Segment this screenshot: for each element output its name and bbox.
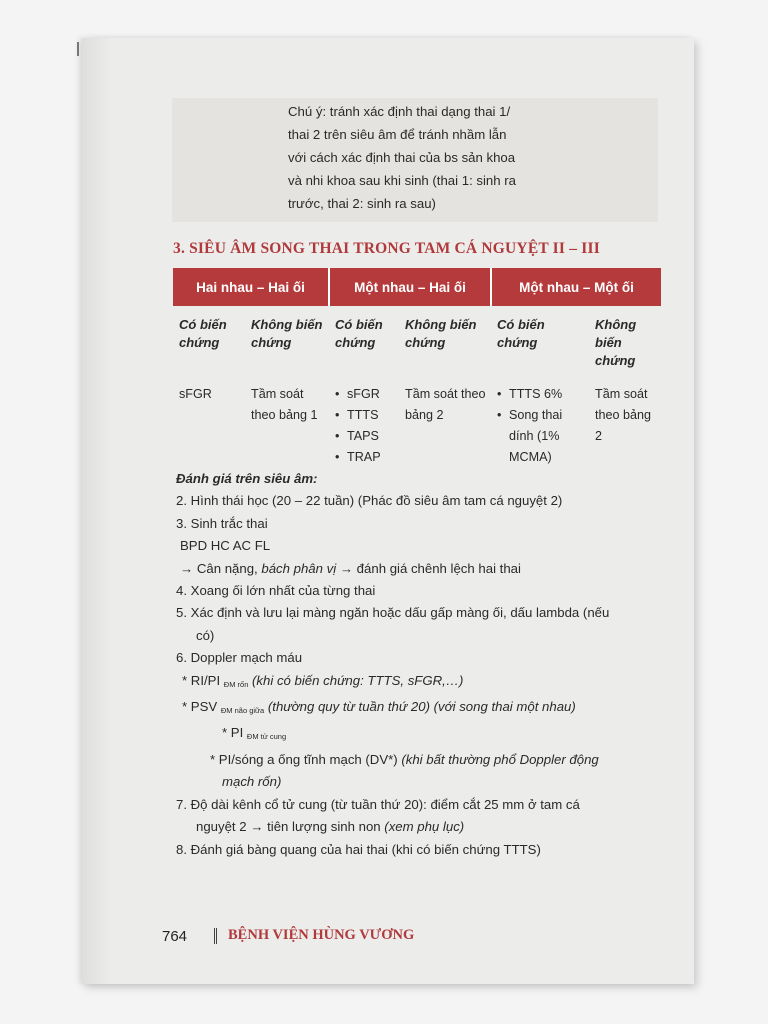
list-item: • sFGR [335,384,395,405]
biometry-line: BPD HC AC FL [180,538,271,554]
doppler-line [176,670,666,696]
text-span: * RI/PI [182,672,224,688]
subheader-cell: Có biến chứng [497,317,545,350]
page-number: 764 [162,928,188,945]
text-span: nguyệt 2 → tiên lượng sinh non [196,819,385,835]
list-item: • TTTS [335,405,395,426]
text-span: (khi bất thường phổ Doppler động [401,751,599,767]
list-item: • TRAP [335,447,395,468]
doppler-line [176,722,666,748]
subheader-cell: Có biến chứng [335,317,383,350]
text-span: * PI/sóng a ống tĩnh mạch (DV*) [210,751,402,767]
list-item: 7. Độ dài kênh cổ tử cung (từ tuần thứ 20): điểm cắt 25 mm ở tam cá [176,796,580,812]
list-item: 8. Đánh giá bàng quang của hai thai (khi có biến chứng TTTS) [176,841,541,857]
table-header-row [173,268,661,306]
header-dcda: Hai nhau – Hai ối [173,268,329,306]
list-item: 2. Hình thái học (20 – 22 tuần) (Phác đồ siêu âm tam cá nguyệt 2) [176,493,563,509]
list-item: 4. Xoang ối lớn nhất của từng thai [176,583,376,599]
table-subheader-row [173,306,661,384]
text-span: (khi có biến chứng: TTTS, sFGR,…) [248,672,464,688]
header-mcda: Một nhau – Hai ối [329,268,491,306]
text-span: → Cân nặng, [180,560,262,576]
footer-divider [214,928,217,944]
table-cell [329,384,399,468]
doppler-line-cont: mạch rốn) [222,774,282,790]
text-span: bách phân vị [261,560,337,576]
note-text [288,100,558,215]
list-item: 3. Sinh trắc thai [176,515,268,531]
subheader-cell: Có biến chứng [179,317,227,350]
ultrasound-assessment [176,468,666,861]
eval-title: Đánh giá trên siêu âm: [176,471,318,486]
weight-line [176,558,666,580]
doppler-line [176,696,666,722]
doppler-line [176,749,666,771]
list-item-cont [176,816,666,838]
text-span: ĐM rốn [223,679,249,689]
text-span: (xem phụ lục) [384,819,465,835]
table-cell: Tầm soát theo bảng 2 [405,387,486,422]
header-mcma: Một nhau – Một ối [491,268,661,306]
subheader-cell: Không biến chứng [595,317,637,368]
note-line: thai 2 trên siêu âm để tránh nhầm lẫn [288,127,507,142]
list-item: 5. Xác định và lưu lại màng ngăn hoặc dấu gấp màng ối, dấu lambda (nếu [176,605,610,621]
table-cell: sFGR [179,387,212,401]
list-item: 6. Doppler mạch máu [176,650,303,666]
text-span: ĐM tử cung [246,732,287,742]
note-line: với cách xác định thai của bs sản khoa [288,150,516,165]
list-item: • TTTS 6% [497,384,585,405]
table-cell: Tầm soát theo bảng 1 [251,387,318,422]
text-span: → đánh giá chênh lệch hai thai [336,560,521,576]
list-item-cont: có) [196,627,215,643]
note-line: trước, thai 2: sinh ra sau) [288,196,436,211]
page-gutter-shadow [82,38,112,984]
text-span: (thường quy từ tuần thứ 20) (với song thai một nhau) [264,699,576,715]
table-row [173,384,661,468]
text-span: * PSV [182,699,221,715]
twin-classification-table [173,268,661,468]
table-cell [491,384,589,468]
note-line: Chú ý: tránh xác định thai dạng thai 1/ [288,104,511,119]
section-heading: 3. SIÊU ÂM SONG THAI TRONG TAM CÁ NGUYỆT II – III [173,240,600,257]
note-line: và nhi khoa sau khi sinh (thai 1: sinh ra [288,173,516,188]
hospital-name: BỆNH VIỆN HÙNG VƯƠNG [228,927,415,943]
list-item: • TAPS [335,426,395,447]
subheader-cell: Không biến chứng [251,317,323,350]
text-span: ĐM não giữa [220,706,265,716]
list-item: • Song thai dính (1% MCMA) [497,405,585,468]
subheader-cell: Không biến chứng [405,317,477,350]
page-edge-mark [77,42,79,56]
text-span: * PI [222,725,247,741]
table-cell: Tầm soát theo bảng 2 [595,387,652,443]
